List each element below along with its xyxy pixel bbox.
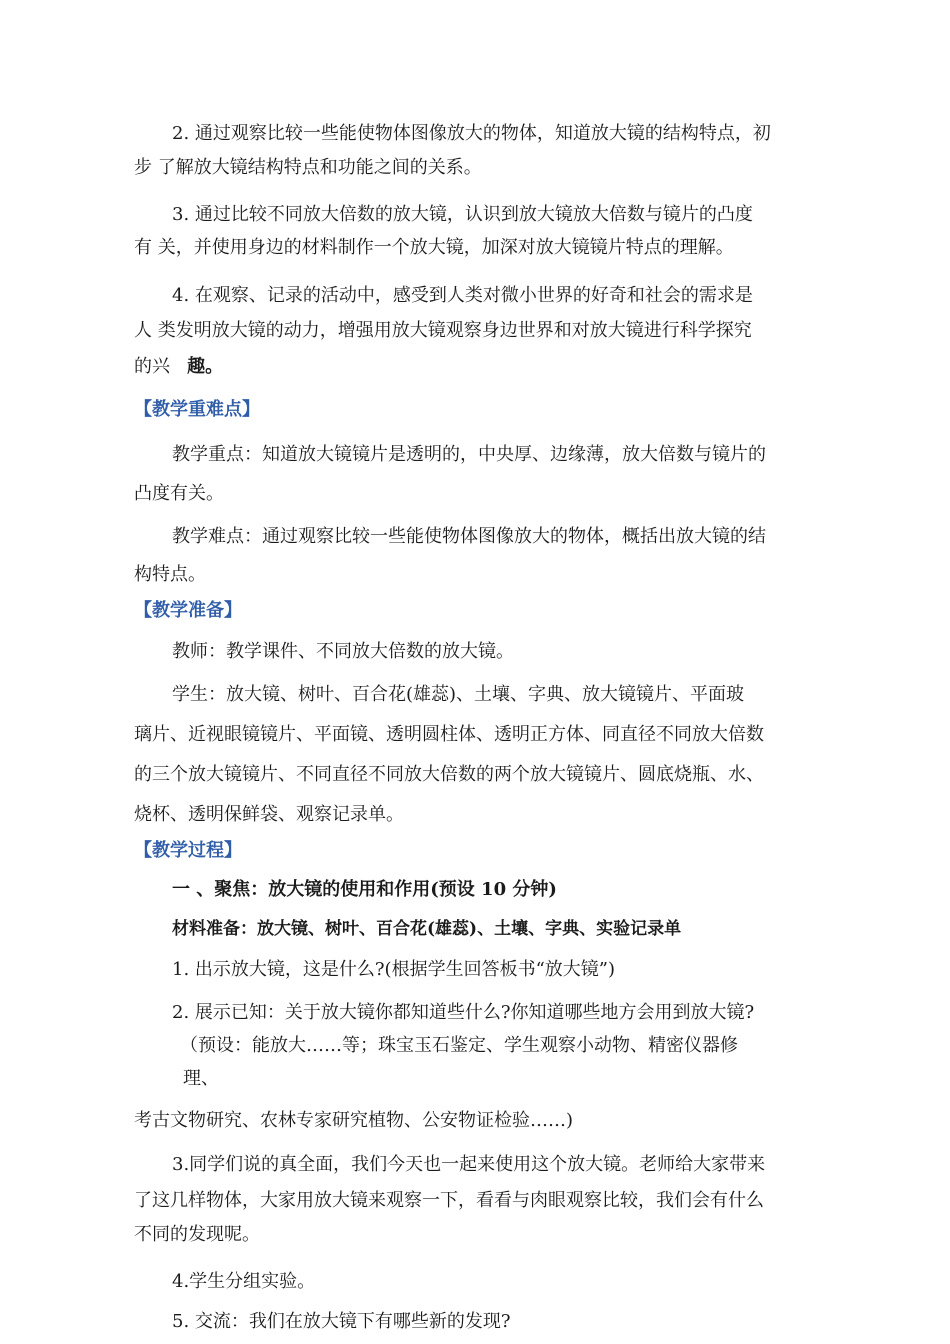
- step-3-line-3: 不同的发现呢。: [134, 1224, 260, 1245]
- materials-line: 材料准备：放大镜、树叶、百合花(雄蕊)、土壤、字典、实验记录单: [172, 919, 682, 939]
- step-2-line-1: 2. 展示已知：关于放大镜你都知道些什么?你知道哪些地方会用到放大镜?: [172, 1002, 755, 1023]
- prep-student-line-4: 烧杯、透明保鲜袋、观察记录单。: [134, 804, 404, 825]
- key-difficulty-line-2: 构特点。: [134, 564, 206, 585]
- objective-3-line-2: 有 关，并使用身边的材料制作一个放大镜，加深对放大镜镜片特点的理解。: [134, 237, 734, 258]
- objective-4-line-1: 4. 在观察、记录的活动中，感受到人类对微小世界的好奇和社会的需求是: [172, 285, 753, 306]
- prep-teacher: 教师：教学课件、不同放大倍数的放大镜。: [172, 641, 514, 662]
- step-2-line-3: 理、: [183, 1068, 219, 1089]
- step-2-line-4: 考古文物研究、农林专家研究植物、公安物证检验……): [134, 1110, 574, 1131]
- objective-4-line-3-start: 的兴: [134, 356, 170, 377]
- objective-2-line-1: 2. 通过观察比较一些能使物体图像放大的物体，知道放大镜的结构特点，初: [172, 123, 771, 144]
- key-points-heading: 【教学重难点】: [134, 399, 260, 420]
- preparation-heading: 【教学准备】: [134, 600, 242, 621]
- objective-3-line-1: 3. 通过比较不同放大倍数的放大镜，认识到放大镜放大倍数与镜片的凸度: [172, 204, 753, 225]
- process-heading: 【教学过程】: [134, 840, 242, 861]
- step-3-line-1: 3.同学们说的真全面，我们今天也一起来使用这个放大镜。老师给大家带来: [172, 1154, 766, 1175]
- step-4: 4.学生分组实验。: [172, 1271, 316, 1292]
- prep-student-line-3: 的三个放大镜镜片、不同直径不同放大倍数的两个放大镜镜片、圆底烧瓶、水、: [134, 764, 764, 785]
- step-2-line-2: （预设：能放大……等；珠宝玉石鉴定、学生观察小动物、精密仪器修: [180, 1035, 738, 1056]
- prep-student-line-2: 璃片、近视眼镜镜片、平面镜、透明圆柱体、透明正方体、同直径不同放大倍数: [134, 724, 764, 745]
- key-focus-line-2: 凸度有关。: [134, 483, 224, 504]
- step-3-line-2: 了这几样物体，大家用放大镜来观察一下，看看与肉眼观察比较，我们会有什么: [134, 1190, 764, 1211]
- objective-2-line-2: 步 了解放大镜结构特点和功能之间的关系。: [134, 157, 482, 178]
- key-focus-line-1: 教学重点：知道放大镜镜片是透明的，中央厚、边缘薄，放大倍数与镜片的: [172, 444, 766, 465]
- part-1-title: 一 、聚焦：放大镜的使用和作用(预设 10 分钟): [172, 879, 557, 900]
- objective-4-line-3: [134, 348, 806, 385]
- objective-4-line-2: 人 类发明放大镜的动力，增强用放大镜观察身边世界和对放大镜进行科学探究: [134, 320, 752, 341]
- objective-4-line-3-end: 趣。: [187, 356, 224, 377]
- key-difficulty-line-1: 教学难点：通过观察比较一些能使物体图像放大的物体，概括出放大镜的结: [172, 526, 766, 547]
- step-5: 5. 交流：我们在放大镜下有哪些新的发现?: [172, 1311, 511, 1332]
- prep-student-line-1: 学生：放大镜、树叶、百合花(雄蕊)、土壤、字典、放大镜镜片、平面玻: [172, 684, 745, 705]
- step-1: 1. 出示放大镜，这是什么?(根据学生回答板书“放大镜”): [172, 959, 615, 980]
